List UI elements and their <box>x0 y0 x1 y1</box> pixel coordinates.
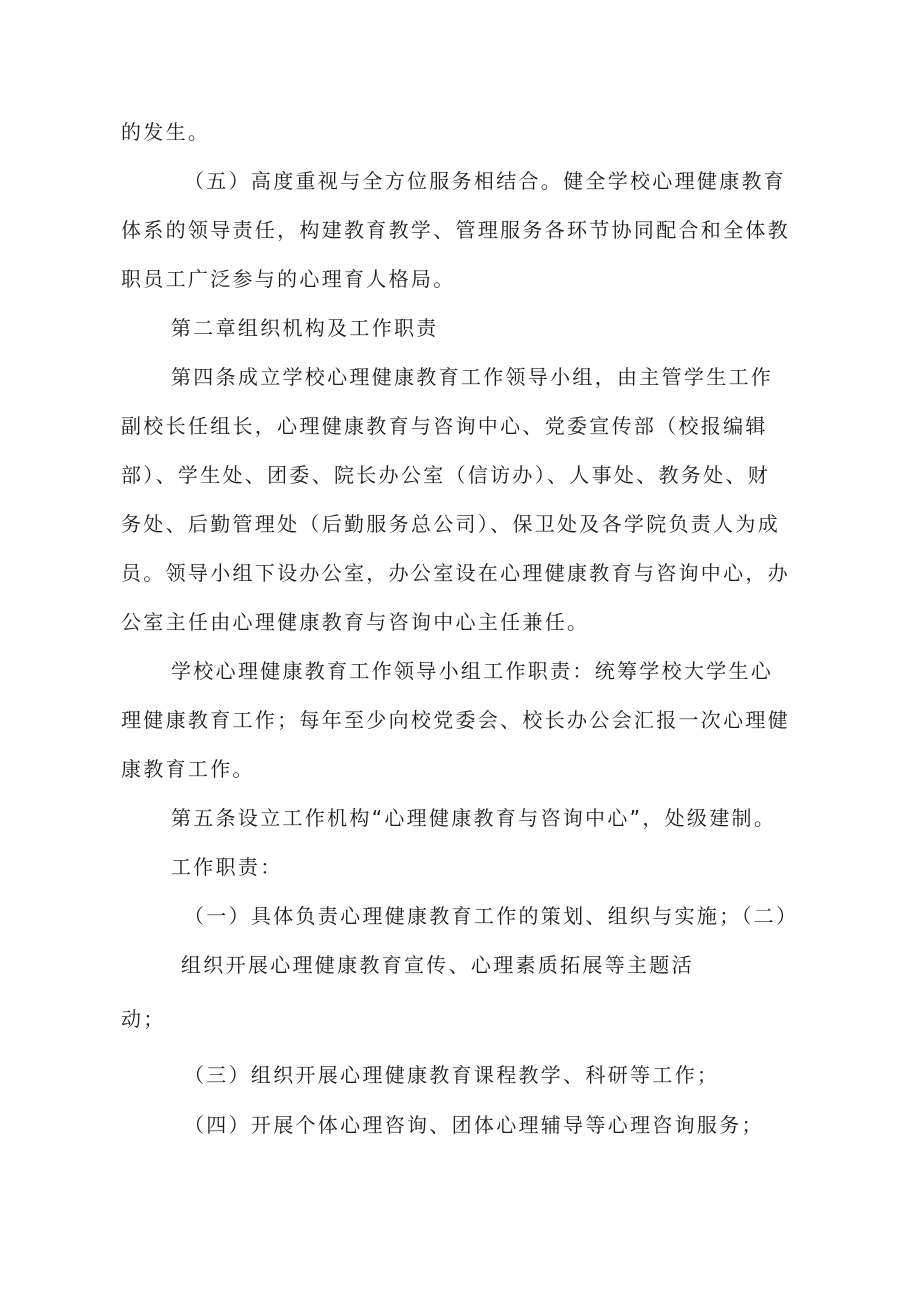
text-line: （五）高度重视与全方位服务相结合。健全学校心理健康教育 <box>184 169 787 193</box>
text-line: 部）、学生处、团委、院长办公室（信访办）、人事处、教务处、财 <box>121 463 770 487</box>
section-heading: 第二章组织机构及工作职责 <box>171 316 439 340</box>
text-line: （一）具体负责心理健康教育工作的策划、组织与实施；（二） <box>184 904 799 928</box>
text-line: 职员工广泛参与的心理育人格局。 <box>121 267 456 291</box>
text-line: 学校心理健康教育工作领导小组工作职责：统筹学校大学生心 <box>171 659 774 683</box>
text-line: 组织开展心理健康教育宣传、心理素质拓展等主题活 <box>181 953 694 977</box>
text-line: 动； <box>121 1007 166 1031</box>
text-line: 工作职责： <box>171 855 283 879</box>
text-line: 员。领导小组下设办公室，办公室设在心理健康教育与咨询中心，办 <box>121 561 790 585</box>
text-line: （四）开展个体心理咨询、团体心理辅导等心理咨询服务； <box>184 1113 764 1137</box>
text-line: 体系的领导责任，构建教育教学、管理服务各环节协同配合和全体教 <box>121 218 790 242</box>
text-line: 副校长任组长，心理健康教育与咨询中心、党委宣传部（校报编辑 <box>121 414 768 438</box>
text-line: 第四条成立学校心理健康教育工作领导小组，由主管学生工作 <box>171 365 774 389</box>
text-line: 务处、后勤管理处（后勤服务总公司）、保卫处及各学院负责人为成 <box>121 512 780 536</box>
text-line: 的发生。 <box>121 120 211 144</box>
text-line: 理健康教育工作；每年至少向校党委会、校长办公会汇报一次心理健 <box>121 708 790 732</box>
text-line: 第五条设立工作机构“心理健康教育与咨询中心”，处级建制。 <box>171 806 777 830</box>
text-line: 康教育工作。 <box>121 757 255 781</box>
text-line: 公室主任由心理健康教育与咨询中心主任兼任。 <box>121 610 590 634</box>
text-line: （三）组织开展心理健康教育课程教学、科研等工作； <box>184 1063 720 1087</box>
